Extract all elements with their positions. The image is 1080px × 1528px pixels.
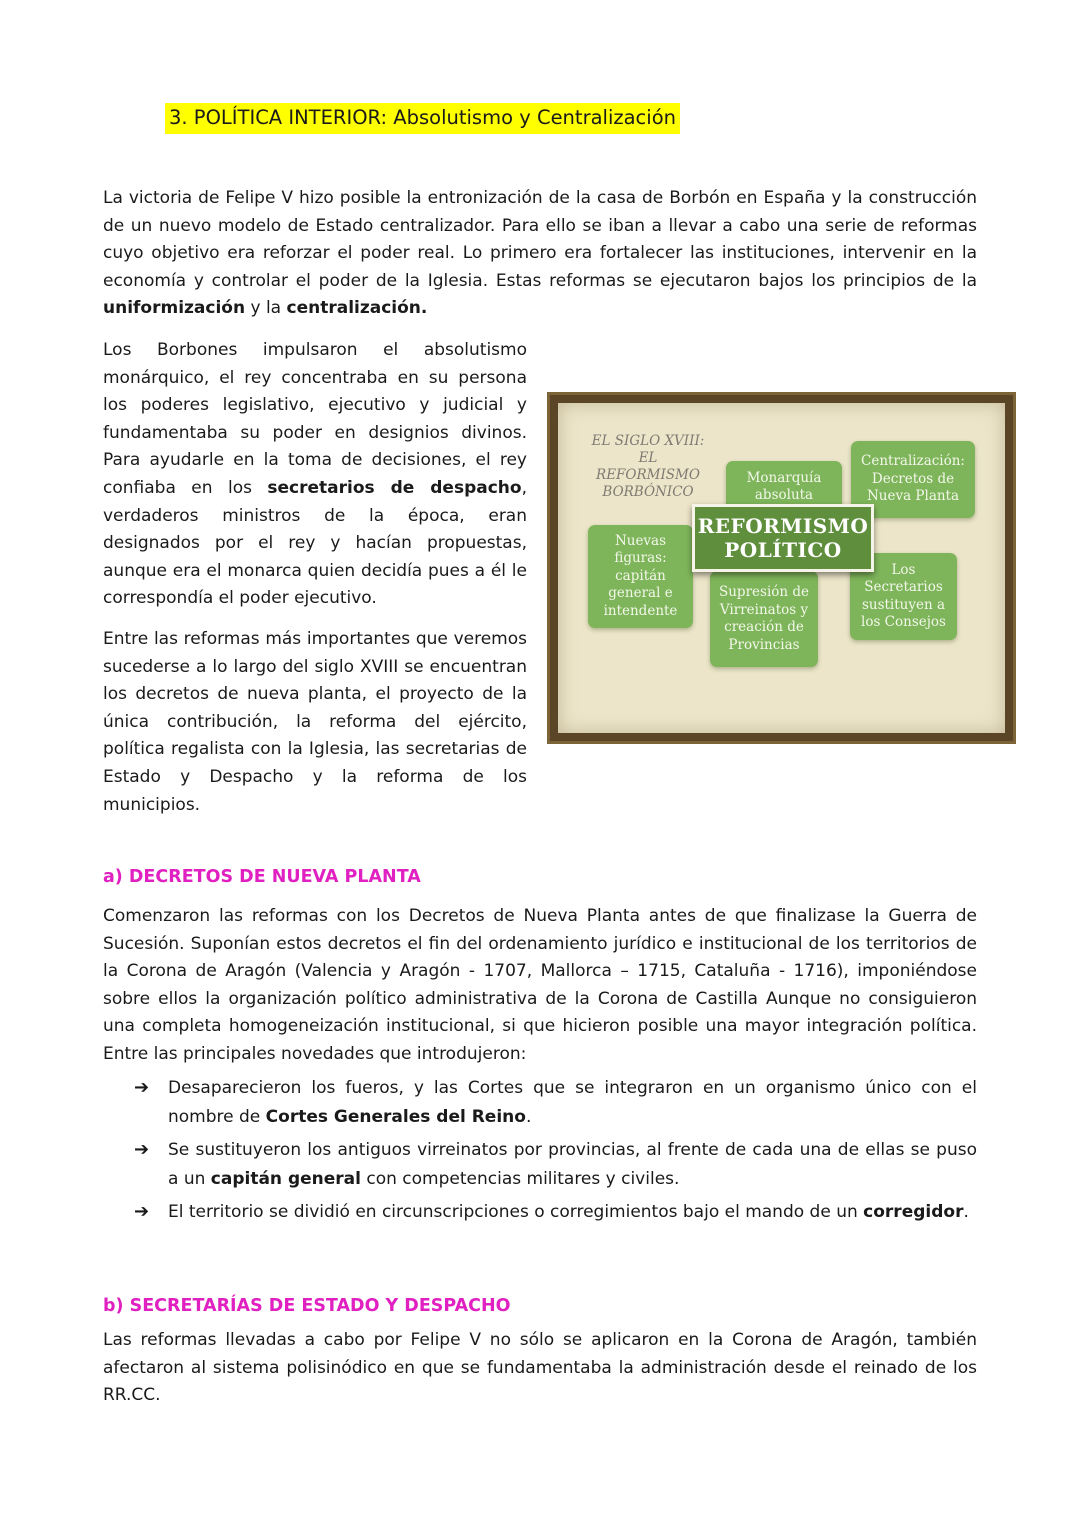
arrow-right-icon: ➔ xyxy=(134,1077,150,1098)
section-a-paragraph: Comenzaron las reformas con los Decretos de Nueva Planta antes de que finalizase la Guerra de Sucesión. Suponían estos decretos el fin del ordenamiento jurídico e institucional de los territorios de la Corona de Aragón (Valencia y Aragón - 1707, Mallorca – 1715, Cataluña - 1716), imponiéndose sobre ellos la organización político administrativa de la Corona de Castilla Aunque no consiguieron una completa homogeneización institucional, si que hicieron posible una mayor integración política. Entre las principales novedades que introdujeron: xyxy=(103,906,977,1064)
box-supresion: Supresión de Virreinatos y creación de Provincias xyxy=(710,571,818,667)
list-item: ➔ Desaparecieron los fueros, y las Cortes que se integraron en un organismo único con el nombre de Cortes Generales del Reino. xyxy=(130,1074,977,1131)
diagram-title: EL SIGLO XVIII: EL REFORMISMO BORBÓNICO xyxy=(591,433,705,500)
intro-paragraph: La victoria de Felipe V hizo posible la entronización de la casa de Borbón en España y la construcción de un nuevo modelo de Estado centralizador. Para ello se iban a llevar a cabo una serie de reformas cuyo objetivo era reforzar el poder real. Lo primero era fortalecer las instituciones, intervenir en la economía y controlar el poder de la Iglesia. Estas reformas se ejecutaron bajos los principios de la uniformización y la centralización. xyxy=(103,188,977,319)
box-monarquia: Monarquía absoluta xyxy=(726,461,842,513)
arrow-right-icon: ➔ xyxy=(134,1139,150,1160)
section-heading: 3. POLÍTICA INTERIOR: Absolutismo y Centralización xyxy=(165,103,680,134)
bold-term: uniformización xyxy=(103,298,246,319)
subsection-title-b: b) SECRETARÍAS DE ESTADO Y DESPACHO xyxy=(103,1296,511,1316)
bold-term: capitán general xyxy=(210,1168,361,1189)
bold-term: centralización. xyxy=(286,298,428,319)
box-reformismo-politico: REFORMISMO POLÍTICO xyxy=(692,504,874,572)
novedades-list xyxy=(130,1074,977,1232)
bold-term: corregidor xyxy=(863,1202,964,1222)
section-b-paragraph: Las reformas llevadas a cabo por Felipe V no sólo se aplicaron en la Corona de Aragón, también afectaron al sistema polisinódico en que se fundamentaba la administración desde el reinado de los RR.CC. xyxy=(103,1330,977,1406)
bold-term: secretarios de despacho xyxy=(267,477,522,498)
reformismo-diagram xyxy=(547,392,1016,744)
diagram-board xyxy=(558,403,1005,733)
box-centralizacion: Centralización: Decretos de Nueva Planta xyxy=(851,441,975,518)
subsection-title-a: a) DECRETOS DE NUEVA PLANTA xyxy=(103,867,421,887)
borbones-paragraph: Los Borbones impulsaron el absolutismo monárquico, el rey concentraba en su persona los poderes legislativo, ejecutivo y judicial y fundamentaba su poder en designios divinos. Para ayudarle en la toma de decisiones, el rey confiaba en los secretarios de despacho, verdaderos ministros de la época, eran designados por el rey y hacían propuestas, aunque era el monarca quien decidía pues a él le correspondía el poder ejecutivo. xyxy=(103,340,527,609)
arrow-right-icon: ➔ xyxy=(134,1201,150,1222)
list-item: ➔ Se sustituyeron los antiguos virreinatos por provincias, al frente de cada una de ellas se puso a un capitán general con competencias militares y civiles. xyxy=(130,1136,977,1193)
reformas-paragraph: Entre las reformas más importantes que veremos sucederse a lo largo del siglo XVIII se encuentran los decretos de nueva planta, el proyecto de la única contribución, la reforma del ejército, política regalista con la Iglesia, las secretarias de Estado y Despacho y la reforma de los municipios. xyxy=(103,629,527,815)
bold-term: Cortes Generales del Reino xyxy=(265,1106,526,1127)
box-nuevas-figuras: Nuevas figuras: capitán general e intendente xyxy=(588,525,693,628)
box-secretarios: Los Secretarios sustituyen a los Consejos xyxy=(850,553,957,640)
list-item: ➔ El territorio se dividió en circunscripciones o corregimientos bajo el mando de un corregidor. xyxy=(130,1198,977,1227)
